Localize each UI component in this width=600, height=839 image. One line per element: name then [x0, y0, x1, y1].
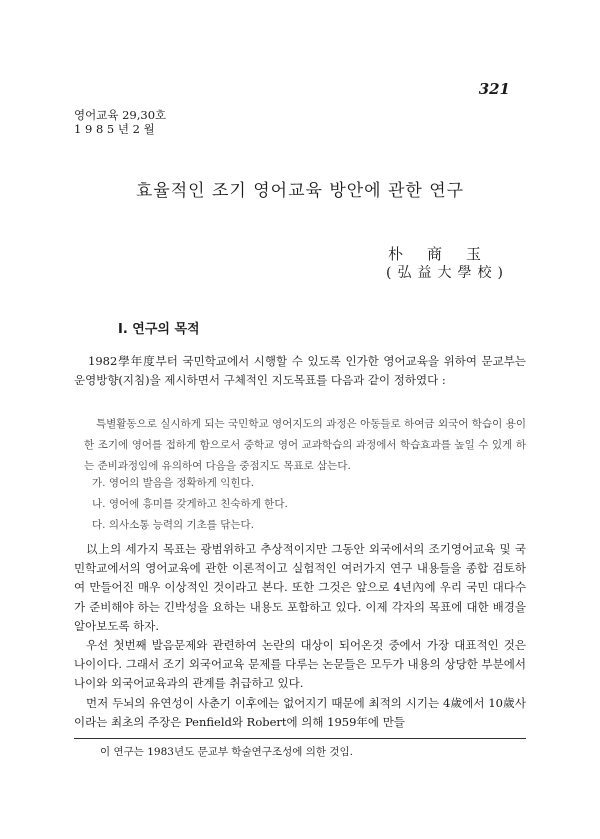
footnote-divider — [74, 738, 526, 739]
paper-title: 효율적인 조기 영어교육 방안에 관한 연구 — [135, 181, 465, 201]
paragraph-3: 우선 첫번째 발음문제와 관련하여 논란의 대상이 되어온것 중에서 가장 대표적인 것은 나이이다. 그래서 조기 외국어교육 문제를 다루는 논문들은 모두가 내용의 상당한 부분에서 나이와 외국어교육과의 관계를 취급하고 있다. — [74, 638, 526, 691]
journal-info — [74, 108, 166, 136]
journal-issue: 영어교육 29,30호 — [74, 108, 167, 122]
paragraph-1: 1982學年度부터 국민학교에서 시행할 수 있도록 인가한 영어교육을 위하여 문교부는 운영방향(지침)을 제시하면서 구체적인 지도목표를 다음과 같이 정하였다 : — [74, 354, 526, 387]
author-name: 朴商玉 — [388, 245, 506, 263]
paragraph-4: 먼저 두뇌의 유연성이 사춘기 이후에는 없어지기 때문에 최적의 시기는 4歲에서 10歲사이라는 최초의 주장은 Penfield와 Robert에 의해 1959年에 만들 — [74, 696, 526, 730]
guideline-item: 다. 의사소통 능력의 기초를 닦는다. — [92, 519, 255, 531]
guideline-item: 가. 영어의 발음을 정확하게 익힌다. — [92, 477, 255, 489]
footnote: 이 연구는 1983년도 문교부 학술연구조성에 의한 것임. — [100, 746, 353, 758]
quoted-guideline: 특별활동으로 실시하게 되는 국민학교 영어지도의 과정은 아동들로 하여금 외국어 학습이 용이한 조기에 영어를 접하게 함으로서 중학교 영어 교과학습의 과정에서 학습효과를 높일 수 있게 하는 준비과정임에 유의하여 다음을 중점지도 목표로 삼는다. — [84, 418, 526, 472]
author-affiliation: (弘益大學校) — [386, 265, 509, 281]
guideline-item: 나. 영어에 흥미를 갖게하고 친숙하게 한다. — [92, 498, 288, 510]
paragraph-2: 以上의 세가지 목표는 광범위하고 추상적이지만 그동안 외국에서의 조기영어교육 및 국민학교에서의 영어교육에 관한 이론적이고 실험적인 여러가지 연구 내용들을 종합 검토하여 만들어진 매우 이상적인 것이라고 본다. 또한 그것은 앞으로 4년內에 우리 국민 대다수가 준비해야 하는 긴박성을 요하는 내용도 포함하고 있다. 이제 각자의 목표에 대한 배경을 알아보도록 하자. — [74, 542, 526, 633]
journal-date: 1 9 8 5 년 2 월 — [74, 122, 155, 136]
section-heading: I. 연구의 목적 — [118, 322, 200, 337]
page-number: 321 — [478, 80, 510, 98]
